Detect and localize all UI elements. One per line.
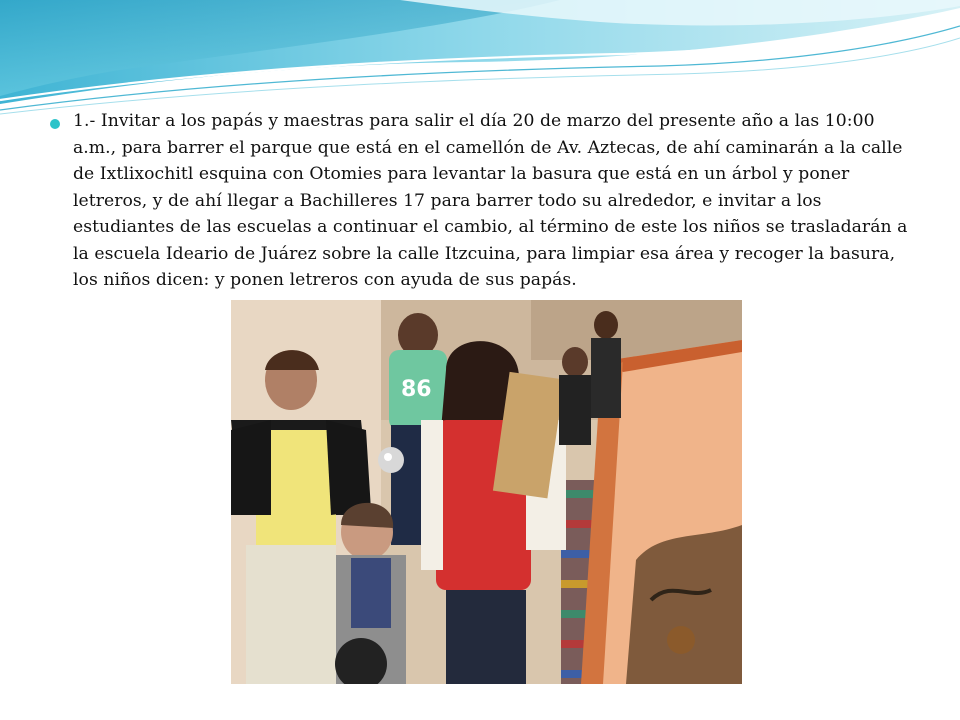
event-photo-illustration <box>231 300 742 684</box>
bullet-text: 1.- Invitar a los papás y maestras para salir el día 20 de marzo del presente año a las 10:00 a.m., para barrer el parque que está en el camellón de Av. Aztecas, de ahí caminarán a la calle de Ixtlixochitl esquina con Otomies para levantar la basura que está en un árbol y poner letreros, y de ahí llegar a Bachilleres 17 para barrer todo su alrededor, e invitar a los estudiantes de las escuelas a continuar el cambio, al término de este los niños se trasladarán a la escuela Ideario de Juárez sobre la calle Itzcuina, para limpiar esa área y recoger la basura, los niños dicen: y ponen letreros con ayuda de sus papás. <box>73 111 908 290</box>
header-wave-decoration <box>0 0 960 120</box>
event-photo <box>231 300 742 684</box>
bullet-dot-icon <box>50 119 60 129</box>
bullet-item <box>46 108 916 294</box>
shirt-number: 86 <box>401 377 432 402</box>
